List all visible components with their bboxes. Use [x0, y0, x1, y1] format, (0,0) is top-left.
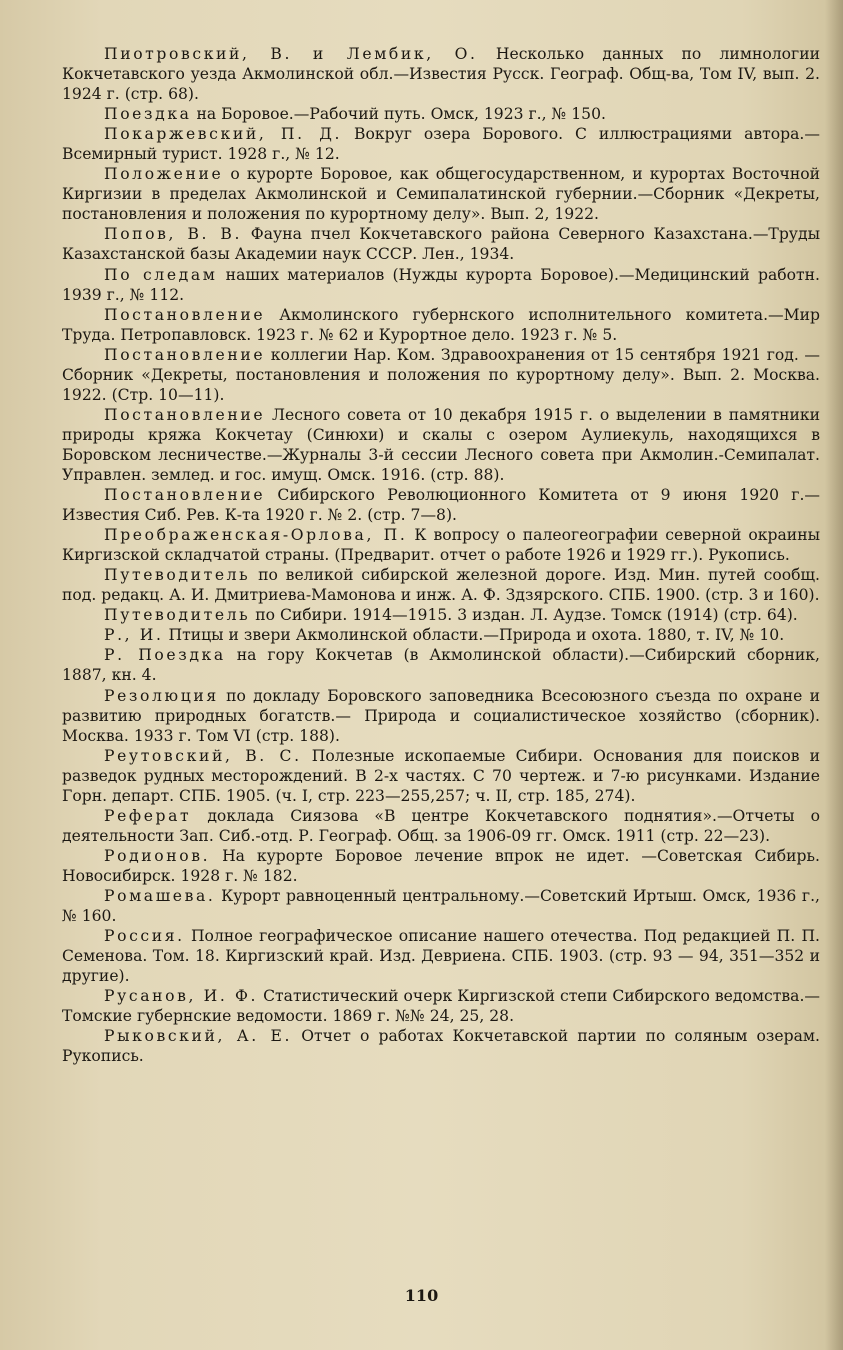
- entry-text: На курорте Боровое лечение впрок не идет. —Советская Сибирь. Новосибирск. 1928 г. № 182.: [62, 846, 820, 885]
- bibliography-entry: [62, 164, 820, 224]
- entry-author: Пиотровский, В. и Лембик, О.: [104, 45, 478, 63]
- bibliography-entry: [62, 645, 820, 685]
- entry-text: на гору Кокчетав (в Акмолинской области).—Сибирский сборник, 1887, кн. 4.: [62, 646, 820, 685]
- entry-author: Постановление: [104, 345, 266, 364]
- bibliography-entry: [62, 485, 820, 525]
- bibliography-entry: [62, 565, 820, 605]
- entry-author: Покаржевский, П. Д.: [104, 125, 343, 144]
- bibliography-entry: [62, 846, 820, 886]
- entry-author: Р., И.: [104, 626, 164, 645]
- page-number: 110: [404, 1286, 439, 1305]
- entry-text: Сибирского Революционного Комитета от 9 июня 1920 г.—Известия Сиб. Рев. К-та 1920 г. № 2. (стр. 7—8).: [62, 486, 820, 525]
- entry-text: Полное географическое описание нашего отечества. Под редакцией П. П. Семенова. Том. 18. Киргизский край. Изд. Девриена. СПБ. 1903. (стр. 93 — 94, 351—352 и другие).: [62, 927, 820, 986]
- bibliography-entry: [62, 605, 820, 625]
- entry-author: Поездка: [104, 105, 192, 124]
- bibliography-list: [62, 44, 820, 1066]
- entry-author: Преображенская-Орлова, П.: [104, 526, 408, 545]
- entry-text: Птицы и звери Акмолинской области.—Природа и охота. 1880, т. IV, № 10.: [163, 626, 785, 645]
- entry-text: по Сибири. 1914—1915. 3 издан. Л. Аудзе. Томск (1914) (стр. 64).: [250, 606, 798, 625]
- entry-text: Отчет о работах Кокчетавской партии по соляным озерам. Рукопись.: [62, 1027, 820, 1066]
- bibliography-entry: [62, 44, 820, 104]
- bibliography-entry: [62, 806, 820, 846]
- entry-text: Акмолинского губернского исполнительного комитета.—Мир Труда. Петропавловск. 1923 г. № 62 и Курортное дело. 1923 г. № 5.: [62, 305, 820, 344]
- entry-text: Статистический очерк Киргизской степи Сибирского ведомства.—Томские губернские ведомости. 1869 г. №№ 24, 25, 28.: [62, 987, 820, 1026]
- entry-author: Родионов.: [104, 846, 211, 865]
- entry-author: Постановление: [104, 486, 266, 505]
- entry-author: Россия.: [104, 927, 185, 946]
- entry-text: на Боровое.—Рабочий путь. Омск, 1923 г., № 150.: [191, 105, 606, 124]
- bibliography-entry: [62, 405, 820, 485]
- entry-text: по докладу Боровского заповедника Всесоюзного съезда по охране и развитию природных богатств.— Природа и социалистическое хозяйство (сборник). Москва. 1933 г. Том VI (стр. 188).: [62, 686, 820, 745]
- bibliography-entry: [62, 746, 820, 806]
- bibliography-entry: [62, 265, 820, 305]
- entry-author: Р. Поездка: [104, 646, 226, 665]
- entry-text: доклада Сиязова «В центре Кокчетавского поднятия».—Отчеты о деятельности Зап. Сиб.-отд. Р. Географ. Общ. за 1906-09 гг. Омск. 1911 (стр. 22—23).: [62, 806, 820, 845]
- entry-text: Курорт равноценный центральному.—Советский Иртыш. Омск, 1936 г., № 160.: [62, 886, 820, 926]
- entry-text: о курорте Боровое, как общегосударственном, и курортах Восточной Киргизии в пределах Акмолинской и Семипалатинской губернии.—Сборник «Декреты, постановления и положения по курортному делу». Вып. 2, 1922.: [62, 165, 820, 224]
- entry-text: коллегии Нар. Ком. Здравоохранения от 15 сентября 1921 год. —Сборник «Декреты, постановления и положения по курортному делу». Вып. 2. Москва. 1922. (Стр. 10—11).: [62, 345, 820, 404]
- entry-author: Резолюция: [104, 686, 219, 705]
- bibliography-entry: [62, 986, 820, 1026]
- entry-author: Путеводитель: [104, 606, 251, 625]
- bibliography-entry: [62, 1026, 820, 1066]
- entry-text: Фауна пчел Кокчетавского района Северного Казахстана.—Труды Казахстанской базы Академии наук СССР. Лен., 1934.: [62, 225, 820, 264]
- entry-text: Несколько данных по лимнологии Кокчетавского уезда Акмолинской обл.—Известия Русск. Географ. Общ-ва, Том IV, вып. 2. 1924 г. (стр. 68).: [62, 45, 820, 104]
- entry-author: Ромашева.: [104, 886, 216, 905]
- bibliography-entry: [62, 525, 820, 565]
- bibliography-entry: [62, 104, 820, 124]
- bibliography-entry: [62, 124, 820, 164]
- entry-text: К вопросу о палеогеографии северной окраины Киргизской складчатой страны. (Предварит. отчет о работе 1926 и 1929 гг.). Рукопись.: [62, 526, 820, 565]
- bibliography-entry: [62, 625, 820, 645]
- bibliography-entry: [62, 686, 820, 746]
- bibliography-entry: [62, 305, 820, 345]
- bibliography-entry: [62, 926, 820, 986]
- entry-author: Путеводитель: [104, 566, 251, 585]
- entry-author: Постановление: [104, 405, 266, 424]
- entry-author: Постановление: [104, 305, 266, 324]
- entry-author: Попов, В. В.: [104, 225, 243, 244]
- entry-author: По следам: [104, 265, 218, 284]
- entry-text: Вокруг озера Борового. С иллюстрациями автора.—Всемирный турист. 1928 г., № 12.: [62, 125, 820, 164]
- entry-text: наших материалов (Нужды курорта Боровое).—Медицинский работн. 1939 г., № 112.: [62, 265, 820, 304]
- entry-author: Русанов, И. Ф.: [104, 987, 259, 1006]
- bibliography-entry: [62, 886, 820, 926]
- bibliography-entry: [62, 224, 820, 264]
- entry-text: по великой сибирской железной дороге. Изд. Мин. путей сообщ. под. редакц. А. И. Дмитриева-Мамонова и инж. А. Ф. Здзярского. СПБ. 1900. (стр. 3 и 160).: [62, 566, 820, 605]
- entry-text: Полезные ископаемые Сибири. Основания для поисков и разведок рудных месторождений. В 2-х частях. С 70 чертеж. и 7-ю рисунками. Издание Горн. департ. СПБ. 1905. (ч. I, стр. 223—255,257; ч. II, стр. 185, 274).: [62, 746, 820, 805]
- entry-author: Рыковский, А. Е.: [104, 1027, 293, 1046]
- entry-author: Реутовский, В. С.: [104, 746, 302, 765]
- entry-author: Положение: [104, 165, 224, 184]
- bibliography-entry: [62, 345, 820, 405]
- entry-author: Реферат: [104, 806, 192, 825]
- entry-text: Лесного совета от 10 декабря 1915 г. о выделении в памятники природы кряжа Кокчетау (Синюхи) и скалы с озером Аулиекуль, находящихся в Боровском лесничестве.—Журналы 3-й сессии Лесного совета при Акмолин.-Семипалат. Управлен. землед. и гос. имущ. Омск. 1916. (стр. 88).: [62, 405, 820, 484]
